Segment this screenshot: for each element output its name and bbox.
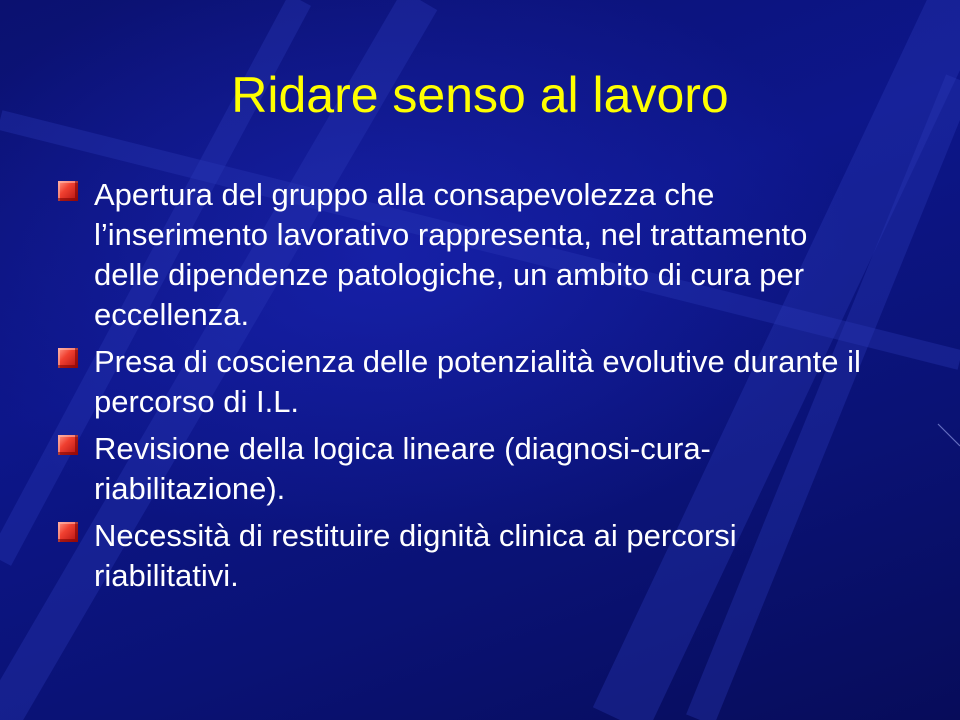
red-square-bullet-icon [58, 435, 78, 455]
bullet-item [58, 429, 878, 509]
bullet-item [58, 175, 878, 335]
bullet-item [58, 516, 878, 596]
bullet-text: Apertura del gruppo alla consapevolezza che l’inserimento lavorativo rappresenta, nel trattamento delle dipendenze patologiche, un ambito di cura per eccellenza. [94, 177, 808, 332]
red-square-bullet-icon [58, 522, 78, 542]
bullet-item [58, 342, 878, 422]
bullet-text: Necessità di restituire dignità clinica ai percorsi riabilitativi. [94, 518, 737, 593]
red-square-bullet-icon [58, 348, 78, 368]
bullet-text: Revisione della logica lineare (diagnosi-cura-riabilitazione). [94, 431, 711, 506]
bullet-list [58, 175, 878, 603]
red-square-bullet-icon [58, 181, 78, 201]
bullet-text: Presa di coscienza delle potenzialità evolutive durante il percorso di I.L. [94, 344, 861, 419]
slide-title: Ridare senso al lavoro [231, 67, 729, 123]
